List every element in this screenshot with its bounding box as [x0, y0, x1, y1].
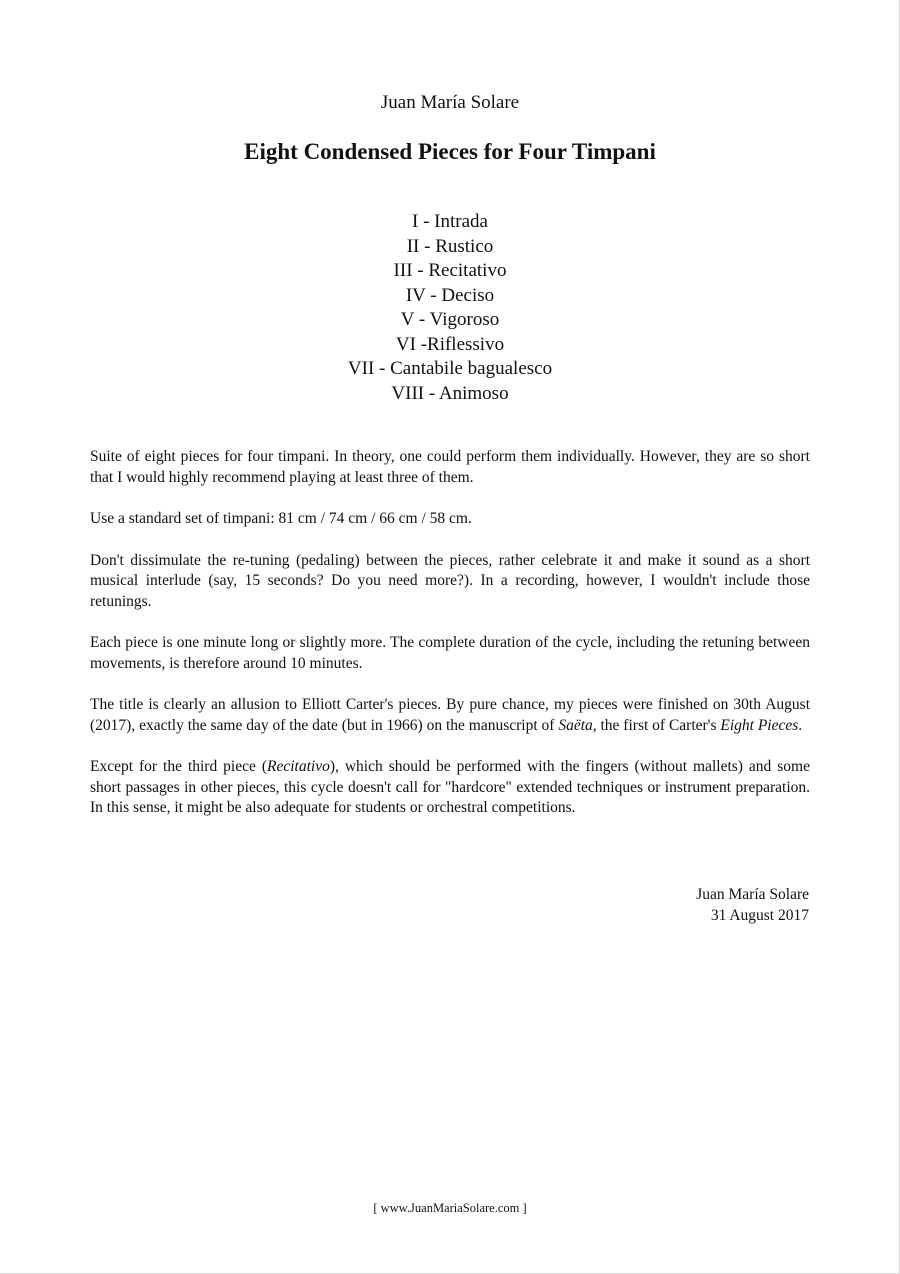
signature-date: 31 August 2017 — [710, 906, 809, 924]
movement-item: VI -Riflessivo — [395, 333, 505, 355]
movement-item: III - Recitativo — [393, 260, 507, 281]
text-span: ), which should be performed with the fingers (without mallets) and some short passages in other pieces, this cycle doesn't call for "hardcore" extended techniques or instrument preparation. In this sense, it might be also adequate for students or orchestral competitions. — [90, 758, 810, 816]
movement-item: VII - Cantabile bagualesco — [347, 358, 553, 379]
paragraph-timpani-set: Use a standard set of timpani: 81 cm / 74 cm / 66 cm / 58 cm. — [90, 510, 472, 527]
page-title: Eight Condensed Pieces for Four Timpani — [244, 139, 656, 164]
movement-item: II - Rustico — [406, 235, 494, 257]
movement-list — [0, 210, 900, 406]
footer-website-link[interactable]: [ www.JuanMariaSolare.com ] — [373, 1201, 527, 1215]
paragraph-title-allusion — [90, 695, 810, 736]
program-notes — [90, 447, 810, 840]
paragraph-suite: Suite of eight pieces for four timpani. In theory, one could perform them individually. However, they are so short that I would highly recommend playing at least three of them. — [90, 448, 810, 486]
movement-item: VIII - Animoso — [391, 382, 509, 404]
text-span: . — [798, 716, 803, 734]
text-span: Except for the third piece ( — [90, 758, 267, 775]
movement-item: I - Intrada — [412, 211, 488, 232]
italic-text: Eight Pieces — [720, 716, 799, 734]
italic-text: Saëta — [558, 716, 593, 734]
signature-block — [696, 885, 809, 926]
text-span: , the first of Carter's — [592, 716, 721, 734]
movement-item: V - Vigoroso — [400, 309, 500, 330]
text-span: The title is clearly an allusion to Elliott Carter's pieces. By pure chance, my pieces were finished on 30th August (2017), exactly the same day of the date (but in 1966) on the manuscript of — [90, 696, 810, 734]
paragraph-retuning: Don't dissimulate the re-tuning (pedaling) between the pieces, rather celebrate it and make it sound as a short musical interlude (say, 15 seconds? Do you need more?). In a recording, however, I wouldn't include those retunings. — [90, 551, 810, 610]
movement-item: IV - Deciso — [405, 284, 495, 306]
italic-text: Recitativo — [267, 758, 330, 775]
paragraph-techniques — [90, 757, 810, 819]
paragraph-duration: Each piece is one minute long or slightly more. The complete duration of the cycle, including the retuning between movements, is therefore around 10 minutes. — [90, 634, 810, 672]
signature-name: Juan María Solare — [696, 886, 809, 903]
author-name: Juan María Solare — [380, 92, 520, 113]
